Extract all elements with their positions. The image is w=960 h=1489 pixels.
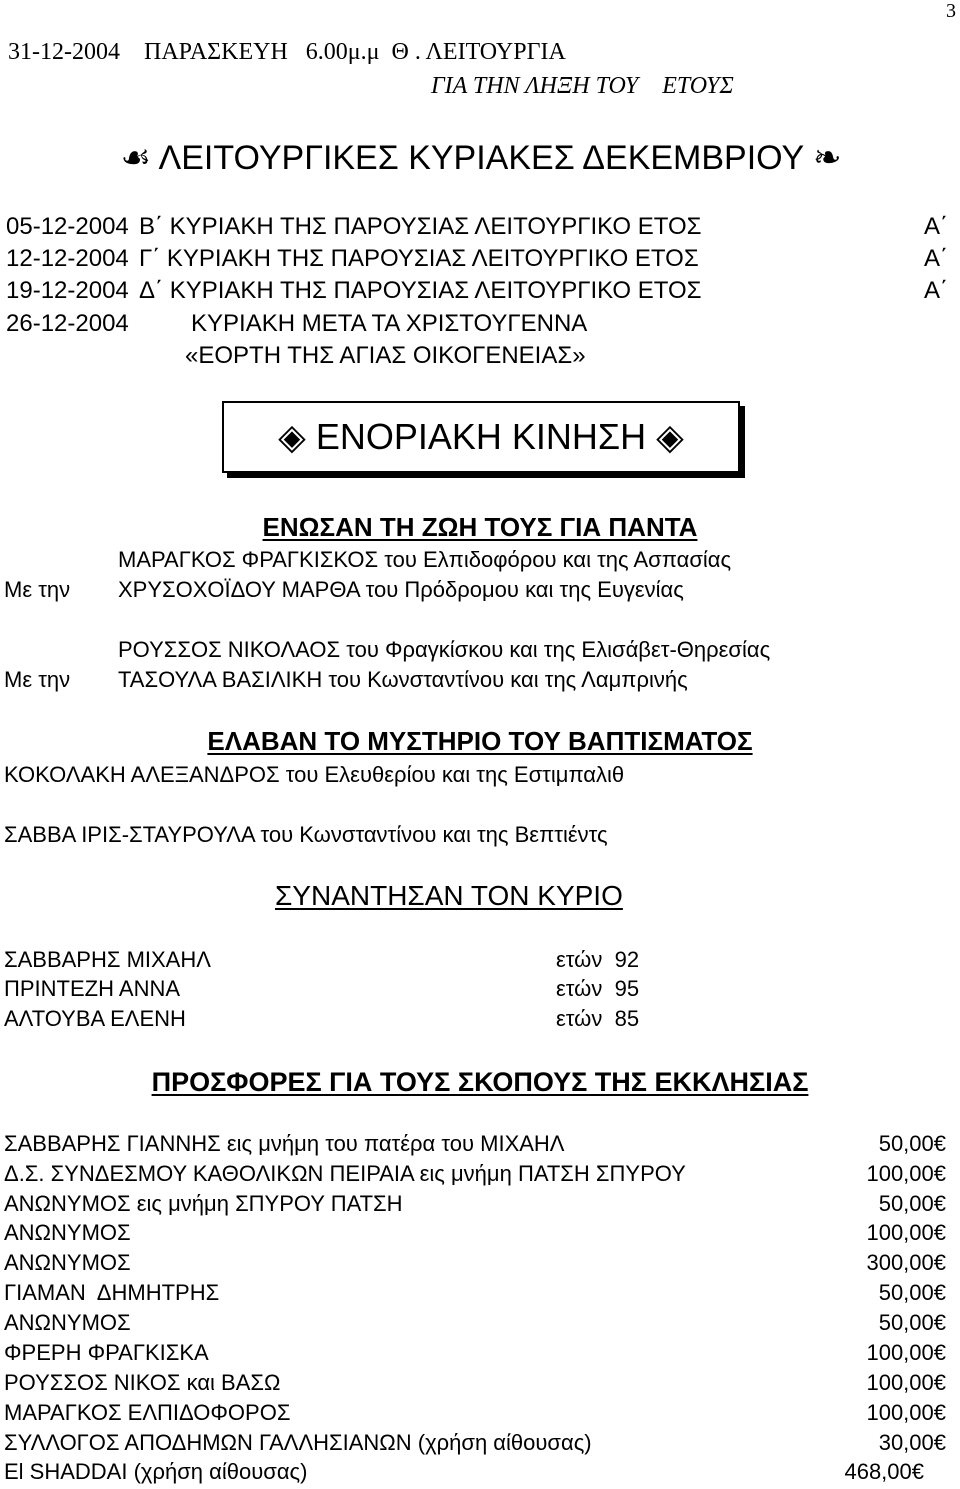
funeral-row [4, 1006, 658, 1036]
feast-line: «ΕΟΡΤΗ ΤΗΣ ΑΓΙΑΣ ΟΙΚΟΓΕΝΕΙΑΣ» [185, 342, 586, 369]
offering-row [4, 1191, 946, 1221]
funeral-row [4, 947, 658, 977]
offering-description: ΡΟΥΣΣΟΣ ΝΙΚΟΣ και ΒΑΣΩ [4, 1370, 281, 1395]
sunday-label: Γ΄ ΚΥΡΙΑΚΗ ΤΗΣ ΠΑΡΟΥΣΙΑΣ ΛΕΙΤΟΥΡΓΙΚΟ ΕΤΟΣ [139, 245, 699, 272]
deceased-name: ΣΑΒΒΑΡΗΣ ΜΙΧΑΗΛ [4, 947, 211, 972]
groom-entry: ΡΟΥΣΣΟΣ ΝΙΚΟΛΑΟΣ του Φραγκίσκου και της Ελισάβετ-Θηρεσίας [118, 637, 771, 662]
sunday-date: 26-12-2004 [6, 310, 129, 337]
offering-description: ΦΡΕΡΗ ΦΡΑΓΚΙΣΚΑ [4, 1340, 209, 1365]
offering-description: ΜΑΡΑΓΚΟΣ ΕΛΠΙΔΟΦΟΡΟΣ [4, 1400, 291, 1425]
sundays-title-text: ΛΕΙΤΟΥΡΓΙΚΕΣ ΚΥΡΙΑΚΕΣ ΔΕΚΕΜΒΡΙΟΥ [158, 139, 804, 177]
sundays-title [58, 138, 904, 178]
weddings-heading: ΕΝΩΣΑΝ ΤΗ ΖΩΗ ΤΟΥΣ ΓΙΑ ΠΑΝΤΑ [262, 512, 698, 542]
offering-amount: 468,00€ [844, 1459, 924, 1484]
offering-description: ΣΑΒΒΑΡΗΣ ΓΙΑΝΝΗΣ εις μνήμη του πατέρα του ΜΙΧΑΗΛ [4, 1131, 565, 1156]
funerals-heading: ΣΥΝΑΝΤΗΣΑΝ ΤΟΝ ΚΥΡΙΟ [275, 880, 623, 911]
liturgical-year: Α΄ [924, 245, 948, 272]
sunday-row [6, 213, 948, 243]
funeral-row [4, 976, 658, 1006]
offering-row [4, 1161, 946, 1191]
with-label: Με την [4, 577, 71, 602]
offering-row [4, 1400, 946, 1430]
offerings-heading: ΠΡΟΣΦΟΡΕΣ ΓΙΑ ΤΟΥΣ ΣΚΟΠΟΥΣ ΤΗΣ ΕΚΚΛΗΣΙΑΣ [151, 1067, 809, 1097]
sunday-label: ΚΥΡΙΑΚΗ ΜΕΤΑ ΤΑ ΧΡΙΣΤΟΥΓΕΝΝΑ [191, 310, 588, 337]
liturgical-year: Α΄ [924, 213, 948, 240]
diamond-ornament-icon: ◈ [656, 416, 684, 457]
service-header-subline: ΓΙΑ ΤΗΝ ΛΗΞΗ ΤΟΥ ΕΤΟΥΣ [431, 73, 734, 99]
sunday-label: Β΄ ΚΥΡΙΑΚΗ ΤΗΣ ΠΑΡΟΥΣΙΑΣ ΛΕΙΤΟΥΡΓΙΚΟ ΕΤΟΣ [139, 213, 702, 240]
deceased-name: ΠΡΙΝΤΕΖΗ ΑΝΝΑ [4, 976, 181, 1001]
deceased-age: ετών 85 [556, 1006, 640, 1031]
deceased-age: ετών 95 [556, 976, 640, 1001]
offering-amount: 50,00€ [878, 1310, 946, 1335]
fleuron-left-icon: ☙ [120, 139, 151, 177]
offering-description: ΑΝΩΝΥΜΟΣ [4, 1250, 131, 1275]
parish-title: ΕΝΟΡΙΑΚΗ ΚΙΝΗΣΗ [315, 416, 647, 457]
baptism-entry: ΣΑΒΒΑ ΙΡΙΣ-ΣΤΑΥΡΟΥΛΑ του Κωνσταντίνου και της Βεπτιέντς [4, 822, 608, 847]
offering-description: ΑΝΩΝΥΜΟΣ εις μνήμη ΣΠΥΡΟΥ ΠΑΤΣΗ [4, 1191, 403, 1216]
baptism-entry: ΚΟΚΟΛΑΚΗ ΑΛΕΞΑΝΔΡΟΣ του Ελευθερίου και της Εστιμπαλιθ [4, 762, 625, 787]
offering-row [4, 1370, 946, 1400]
baptisms-heading: ΕΛΑΒΑΝ ΤΟ ΜΥΣΤΗΡΙΟ ΤΟΥ ΒΑΠΤΙΣΜΑΤΟΣ [207, 726, 753, 756]
offering-description: ΓΙΑΜΑΝ ΔΗΜΗΤΡΗΣ [4, 1280, 220, 1305]
with-label: Με την [4, 667, 71, 692]
sunday-row [6, 245, 948, 275]
offering-amount: 50,00€ [878, 1280, 946, 1305]
bride-entry: ΤΑΣΟΥΛΑ ΒΑΣΙΛΙΚΗ του Κωνσταντίνου και της Λαμπρινής [118, 667, 688, 692]
sunday-row [6, 310, 948, 340]
deceased-age: ετών 92 [556, 947, 640, 972]
offering-description: ΣΥΛΛΟΓΟΣ ΑΠΟΔΗΜΩΝ ΓΑΛΛΗΣΙΑΝΩΝ (χρήση αίθουσας) [4, 1430, 592, 1455]
page-number: 3 [946, 0, 956, 22]
offering-row [4, 1280, 946, 1310]
offering-amount: 100,00€ [866, 1340, 946, 1365]
service-header-line [8, 38, 566, 66]
offering-amount: 50,00€ [878, 1191, 946, 1216]
sunday-row [6, 277, 948, 307]
bride-entry: ΧΡΥΣΟΧΟΪΔΟΥ ΜΑΡΘΑ του Πρόδρομου και της Ευγενίας [118, 577, 684, 602]
diamond-ornament-icon: ◈ [278, 416, 306, 457]
offering-amount: 50,00€ [878, 1131, 946, 1156]
sunday-date: 05-12-2004 [6, 213, 129, 240]
offering-row [4, 1459, 924, 1489]
offering-row [4, 1131, 946, 1161]
offering-row [4, 1430, 946, 1460]
offering-amount: 30,00€ [878, 1430, 946, 1455]
offering-row [4, 1220, 946, 1250]
offering-row [4, 1310, 946, 1340]
offering-description: ΑΝΩΝΥΜΟΣ [4, 1220, 131, 1245]
deceased-name: ΑΛΤΟΥΒΑ ΕΛΕΝΗ [4, 1006, 186, 1031]
offering-description: ΑΝΩΝΥΜΟΣ [4, 1310, 131, 1335]
offering-amount: 100,00€ [866, 1400, 946, 1425]
offering-description: El SHADDAI (χρήση αίθουσας) [4, 1459, 308, 1484]
groom-entry: ΜΑΡΑΓΚΟΣ ΦΡΑΓΚΙΣΚΟΣ του Ελπιδοφόρου και της Ασπασίας [118, 547, 732, 572]
offering-description: Δ.Σ. ΣΥΝΔΕΣΜΟΥ ΚΑΘΟΛΙΚΩΝ ΠΕΙΡΑΙΑ εις μνήμη ΠΑΤΣΗ ΣΠΥΡΟΥ [4, 1161, 686, 1186]
offering-amount: 100,00€ [866, 1161, 946, 1186]
sunday-date: 19-12-2004 [6, 277, 129, 304]
offering-amount: 100,00€ [866, 1220, 946, 1245]
offering-row [4, 1250, 946, 1280]
sunday-date: 12-12-2004 [6, 245, 129, 272]
offering-amount: 100,00€ [866, 1370, 946, 1395]
liturgical-year: Α΄ [924, 277, 948, 304]
offering-amount: 300,00€ [866, 1250, 946, 1275]
parish-movement-box [222, 401, 740, 473]
sunday-label: Δ΄ ΚΥΡΙΑΚΗ ΤΗΣ ΠΑΡΟΥΣΙΑΣ ΛΕΙΤΟΥΡΓΙΚΟ ΕΤΟΣ [139, 277, 702, 304]
fleuron-right-icon: ❧ [813, 139, 842, 177]
offering-row [4, 1340, 946, 1370]
service-header-text: 31-12-2004 ΠΑΡΑΣΚΕΥΗ 6.00μ.μ Θ . ΛΕΙΤΟΥΡΓΙΑ [8, 39, 566, 65]
